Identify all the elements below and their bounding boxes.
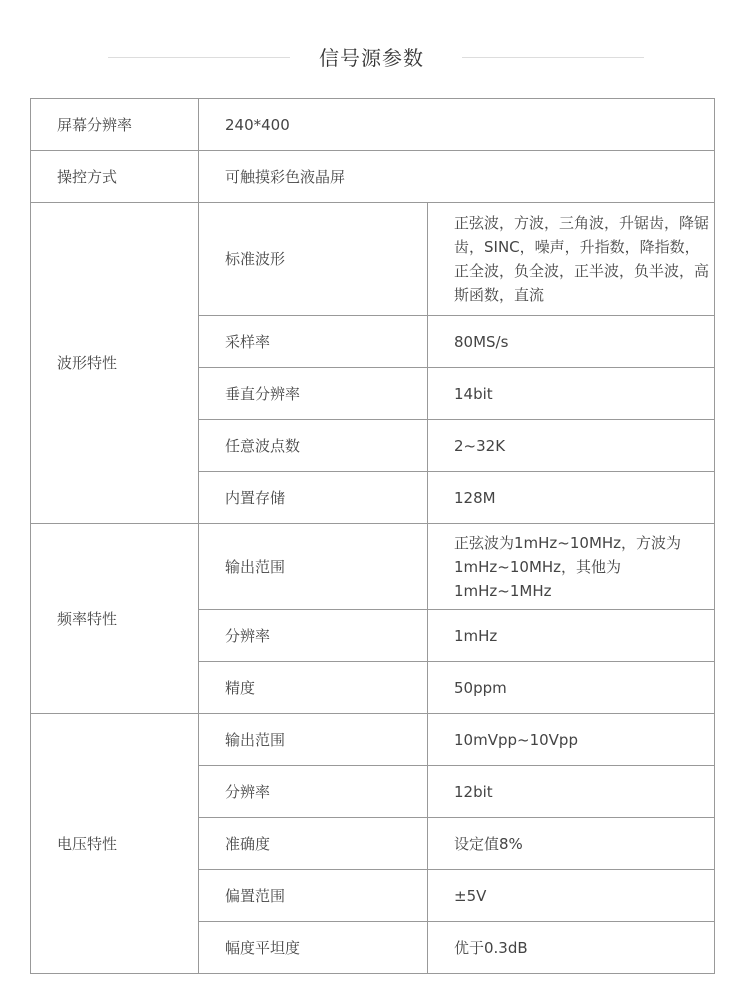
spec-label: 操控方式 xyxy=(31,151,199,203)
spec-value: 正弦波，方波，三角波，升锯齿，降锯齿，SINC，噪声，升指数，降指数，正全波，负全波，正半波，负半波，高斯函数，直流 xyxy=(428,203,715,316)
sub-label: 幅度平坦度 xyxy=(199,922,428,974)
sub-label: 精度 xyxy=(199,662,428,714)
spec-table xyxy=(30,98,715,974)
spec-value: 240*400 xyxy=(199,99,715,151)
table-row xyxy=(31,99,715,151)
sub-label: 采样率 xyxy=(199,316,428,368)
section-header xyxy=(0,40,743,76)
spec-label: 屏幕分辨率 xyxy=(31,99,199,151)
spec-value: 128M xyxy=(428,472,715,524)
sub-label: 任意波点数 xyxy=(199,420,428,472)
sub-label: 分辨率 xyxy=(199,766,428,818)
spec-value: 12bit xyxy=(428,766,715,818)
group-label-frequency: 频率特性 xyxy=(31,524,199,714)
sub-label: 输出范围 xyxy=(199,714,428,766)
header-divider-right xyxy=(462,57,644,58)
table-row xyxy=(31,203,715,316)
page-title: 信号源参数 xyxy=(319,46,424,70)
sub-label: 分辨率 xyxy=(199,610,428,662)
spec-value: 14bit xyxy=(428,368,715,420)
group-label-voltage: 电压特性 xyxy=(31,714,199,974)
spec-value: 80MS/s xyxy=(428,316,715,368)
sub-label: 偏置范围 xyxy=(199,870,428,922)
spec-value: 可触摸彩色液晶屏 xyxy=(199,151,715,203)
sub-label: 标准波形 xyxy=(199,203,428,316)
spec-value: 50ppm xyxy=(428,662,715,714)
spec-value: 正弦波为1mHz~10MHz，方波为1mHz~10MHz，其他为1mHz~1MHz xyxy=(428,524,715,610)
spec-value: 优于0.3dB xyxy=(428,922,715,974)
group-label-waveform: 波形特性 xyxy=(31,203,199,524)
spec-value: ±5V xyxy=(428,870,715,922)
sub-label: 垂直分辨率 xyxy=(199,368,428,420)
sub-label: 输出范围 xyxy=(199,524,428,610)
spec-value: 1mHz xyxy=(428,610,715,662)
table-row xyxy=(31,714,715,766)
spec-value: 2~32K xyxy=(428,420,715,472)
spec-value: 10mVpp~10Vpp xyxy=(428,714,715,766)
spec-value: 设定值8% xyxy=(428,818,715,870)
sub-label: 准确度 xyxy=(199,818,428,870)
table-row xyxy=(31,151,715,203)
table-row xyxy=(31,524,715,610)
sub-label: 内置存储 xyxy=(199,472,428,524)
